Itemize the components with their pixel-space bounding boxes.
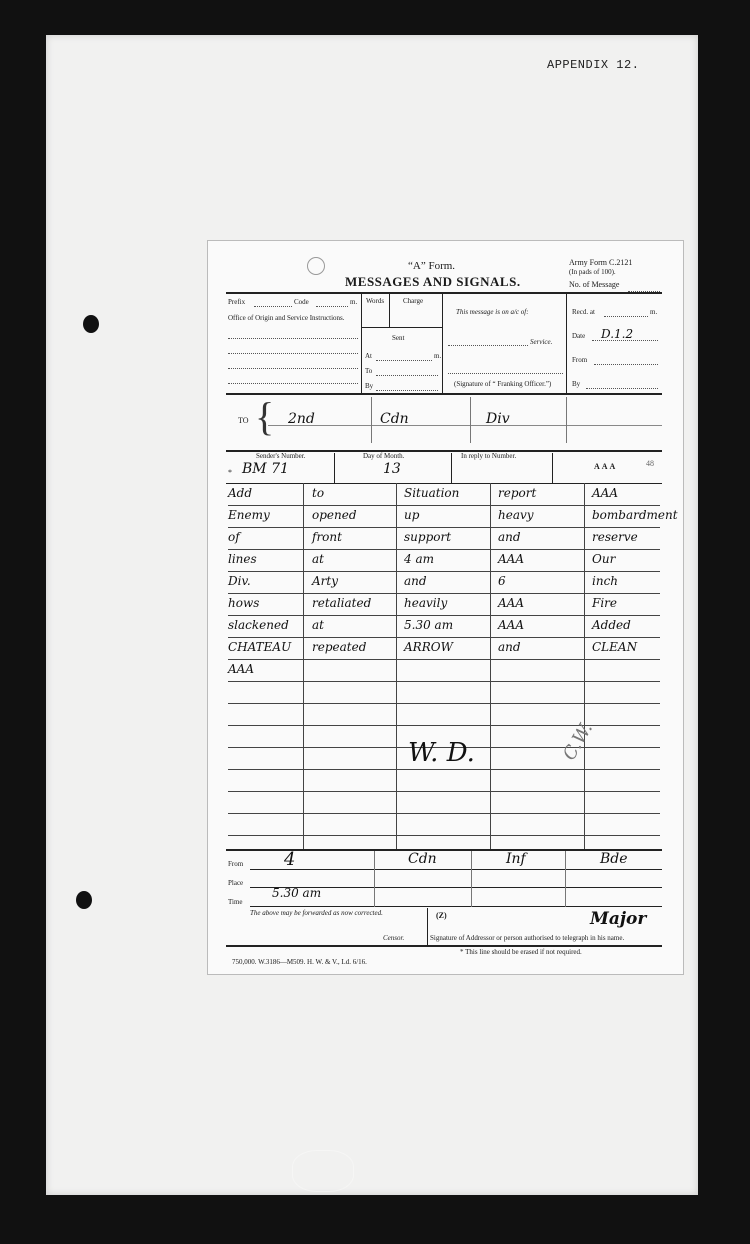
message-grid-column: [584, 483, 585, 849]
message-grid-line: [228, 615, 660, 616]
message-word: Add: [228, 486, 253, 500]
message-word: heavily: [404, 596, 448, 610]
appendix-label: APPENDIX 12.: [547, 58, 640, 72]
franking-label: (Signature of “ Franking Officer.”): [454, 380, 552, 388]
divider: [565, 851, 566, 907]
message-word: 4 am: [404, 552, 434, 566]
by-top-line: [586, 388, 658, 389]
from-top-label: From: [572, 356, 588, 364]
punch-hole: [76, 891, 92, 909]
message-grid-line: [228, 659, 660, 660]
from-top-line: [594, 364, 658, 365]
message-word: slackened: [228, 618, 289, 632]
message-word: Situation: [404, 486, 460, 500]
place-label: Place: [228, 879, 244, 887]
divider: [361, 292, 362, 393]
message-grid-line: [228, 527, 660, 528]
message-word: and: [498, 530, 521, 544]
message-word: heavy: [498, 508, 534, 522]
message-word: AAA: [592, 486, 618, 500]
sent-at-label: At: [365, 352, 372, 360]
message-word: AAA: [228, 662, 254, 676]
message-grid-line: [228, 813, 660, 814]
prefix-line: [254, 306, 292, 307]
message-word: report: [498, 486, 537, 500]
signature: Major: [590, 909, 647, 929]
message-word: lines: [228, 552, 257, 566]
message-word: front: [312, 530, 342, 544]
day-of-month-label: Day of Month.: [363, 452, 405, 460]
message-word: ARROW: [404, 640, 453, 654]
ac-of-label: This message is on a/c of:: [456, 308, 529, 316]
message-word: and: [404, 574, 427, 588]
message-word: repeated: [312, 640, 367, 654]
recd-at-line: [604, 316, 648, 317]
divider: [566, 397, 567, 443]
code-line: [316, 306, 348, 307]
message-grid-line: [228, 637, 660, 638]
message-grid-line: [228, 725, 660, 726]
message-word: at: [312, 618, 324, 632]
recd-m-label: m.: [650, 308, 658, 316]
from-value-3: Inf: [506, 851, 526, 867]
to-label: TO: [238, 416, 249, 425]
to-addressee-3: Div: [486, 411, 510, 427]
initials-signature: W. D.: [408, 738, 475, 768]
message-grid-line: [228, 549, 660, 550]
sent-at-line: [376, 360, 432, 361]
message-word: Our: [592, 552, 616, 566]
sent-to-line: [376, 375, 438, 376]
divider: [374, 851, 375, 907]
franking-line: [448, 373, 563, 374]
message-word: Enemy: [228, 508, 270, 522]
message-word: AAA: [498, 618, 524, 632]
message-word: bombardment: [592, 508, 678, 522]
time-line: [250, 906, 662, 907]
divider: [361, 327, 442, 328]
message-word: Div.: [228, 574, 251, 588]
divider: [451, 453, 452, 483]
aaa-mark: 48: [646, 459, 654, 468]
message-word: inch: [592, 574, 619, 588]
time-label: Time: [228, 898, 243, 906]
erase-note: * This line should be erased if not required.: [460, 948, 582, 956]
message-word: to: [312, 486, 325, 500]
office-of-origin-label: Office of Origin and Service Instructions.: [228, 314, 345, 322]
by-top-label: By: [572, 380, 581, 388]
message-grid-line: [228, 791, 660, 792]
origin-line-3: [228, 368, 358, 369]
origin-line-2: [228, 353, 358, 354]
message-grid-line: [228, 505, 660, 506]
message-word: and: [498, 640, 521, 654]
service-label: Service.: [530, 338, 553, 346]
divider: [471, 851, 472, 907]
divider: [552, 453, 553, 483]
sent-to-label: To: [365, 367, 373, 375]
sent-by-label: By: [365, 382, 374, 390]
header-rule: [226, 292, 662, 294]
message-word: opened: [312, 508, 357, 522]
in-reply-to-label: In reply to Number.: [461, 452, 517, 460]
message-word: Added: [592, 618, 631, 632]
message-word: 5.30 am: [404, 618, 454, 632]
to-addressee-1: 2nd: [288, 411, 315, 427]
sent-label: Sent: [392, 334, 405, 342]
to-addressee-2: Cdn: [380, 411, 409, 427]
section-rule: [226, 945, 662, 947]
message-word: support: [404, 530, 452, 544]
message-grid-line: [228, 681, 660, 682]
form-letter: “A” Form.: [408, 260, 456, 272]
printer-line: 750,000. W.3186—M509. H. W. & V., Ld. 6/16.: [232, 958, 367, 966]
from-line: [250, 869, 662, 870]
origin-line-1: [228, 338, 358, 339]
divider: [389, 292, 390, 327]
prefix-label: Prefix: [228, 298, 246, 306]
divider: [371, 397, 372, 443]
day-of-month-value: 13: [383, 461, 401, 477]
senders-number-value: BM 71: [242, 461, 289, 477]
message-grid-line: [228, 703, 660, 704]
divider: [470, 397, 471, 443]
army-form-c2121: [207, 240, 684, 975]
stamp-mark: [307, 257, 325, 275]
z-label: (Z): [436, 911, 447, 920]
from-value-1: 4: [284, 849, 296, 870]
message-word: Fire: [592, 596, 618, 610]
time-value: 5.30 am: [272, 886, 322, 900]
message-grid-line: [228, 835, 660, 836]
forward-note: The above may be forwarded as now corrected.: [250, 909, 383, 917]
message-grid-line: [228, 571, 660, 572]
service-line: [448, 345, 528, 346]
stamp-mark: [292, 1150, 354, 1192]
code-label: Code: [294, 298, 309, 306]
divider: [566, 292, 567, 393]
divider: [427, 908, 428, 945]
from-label: From: [228, 860, 244, 868]
words-label: Words: [366, 297, 385, 305]
origin-line-4: [228, 383, 358, 384]
senders-number-label: Sender's Number.: [256, 452, 306, 460]
sent-by-line: [376, 390, 438, 391]
message-word: up: [404, 508, 420, 522]
message-word: 6: [498, 574, 506, 588]
aaa-label: AAA: [594, 462, 618, 471]
message-word: Arty: [312, 574, 339, 588]
date-value: D.1.2: [601, 327, 634, 341]
message-word: reserve: [592, 530, 638, 544]
message-word: CLEAN: [592, 640, 638, 654]
message-word: AAA: [498, 552, 524, 566]
divider: [334, 453, 335, 483]
sent-at-m-label: m.: [434, 352, 442, 360]
army-form-number: Army Form C.2121: [569, 258, 633, 267]
section-rule: [226, 393, 662, 395]
punch-hole: [83, 315, 99, 333]
message-word: of: [228, 530, 240, 544]
signature-note: Signature of Addressor or person authorised to telegraph in his name.: [430, 934, 625, 942]
message-word: retaliated: [312, 596, 372, 610]
no-of-message-label: No. of Message: [569, 280, 620, 289]
from-value-4: Bde: [600, 851, 628, 867]
message-grid-line: [228, 769, 660, 770]
message-grid-column: [490, 483, 491, 849]
message-grid-column: [303, 483, 304, 849]
date-label: Date: [572, 332, 586, 340]
divider: [442, 292, 443, 393]
from-value-2: Cdn: [408, 851, 437, 867]
censor-label: Censor.: [383, 934, 405, 942]
code-m-label: m.: [350, 298, 358, 306]
message-word: at: [312, 552, 324, 566]
pads-note: (In pads of 100).: [569, 268, 616, 276]
message-word: CHATEAU: [228, 640, 292, 654]
message-grid-column: [396, 483, 397, 849]
message-grid-line: [228, 593, 660, 594]
recd-at-label: Recd. at: [572, 308, 595, 316]
to-brace: {: [255, 394, 275, 439]
message-word: AAA: [498, 596, 524, 610]
form-title: MESSAGES AND SIGNALS.: [345, 274, 521, 289]
to-line: [268, 425, 662, 426]
message-word: hows: [228, 596, 260, 610]
section-rule: [226, 483, 662, 484]
charge-label: Charge: [403, 297, 424, 305]
asterisk: *: [228, 468, 232, 477]
initials-signature-2: C.W.: [558, 718, 598, 765]
